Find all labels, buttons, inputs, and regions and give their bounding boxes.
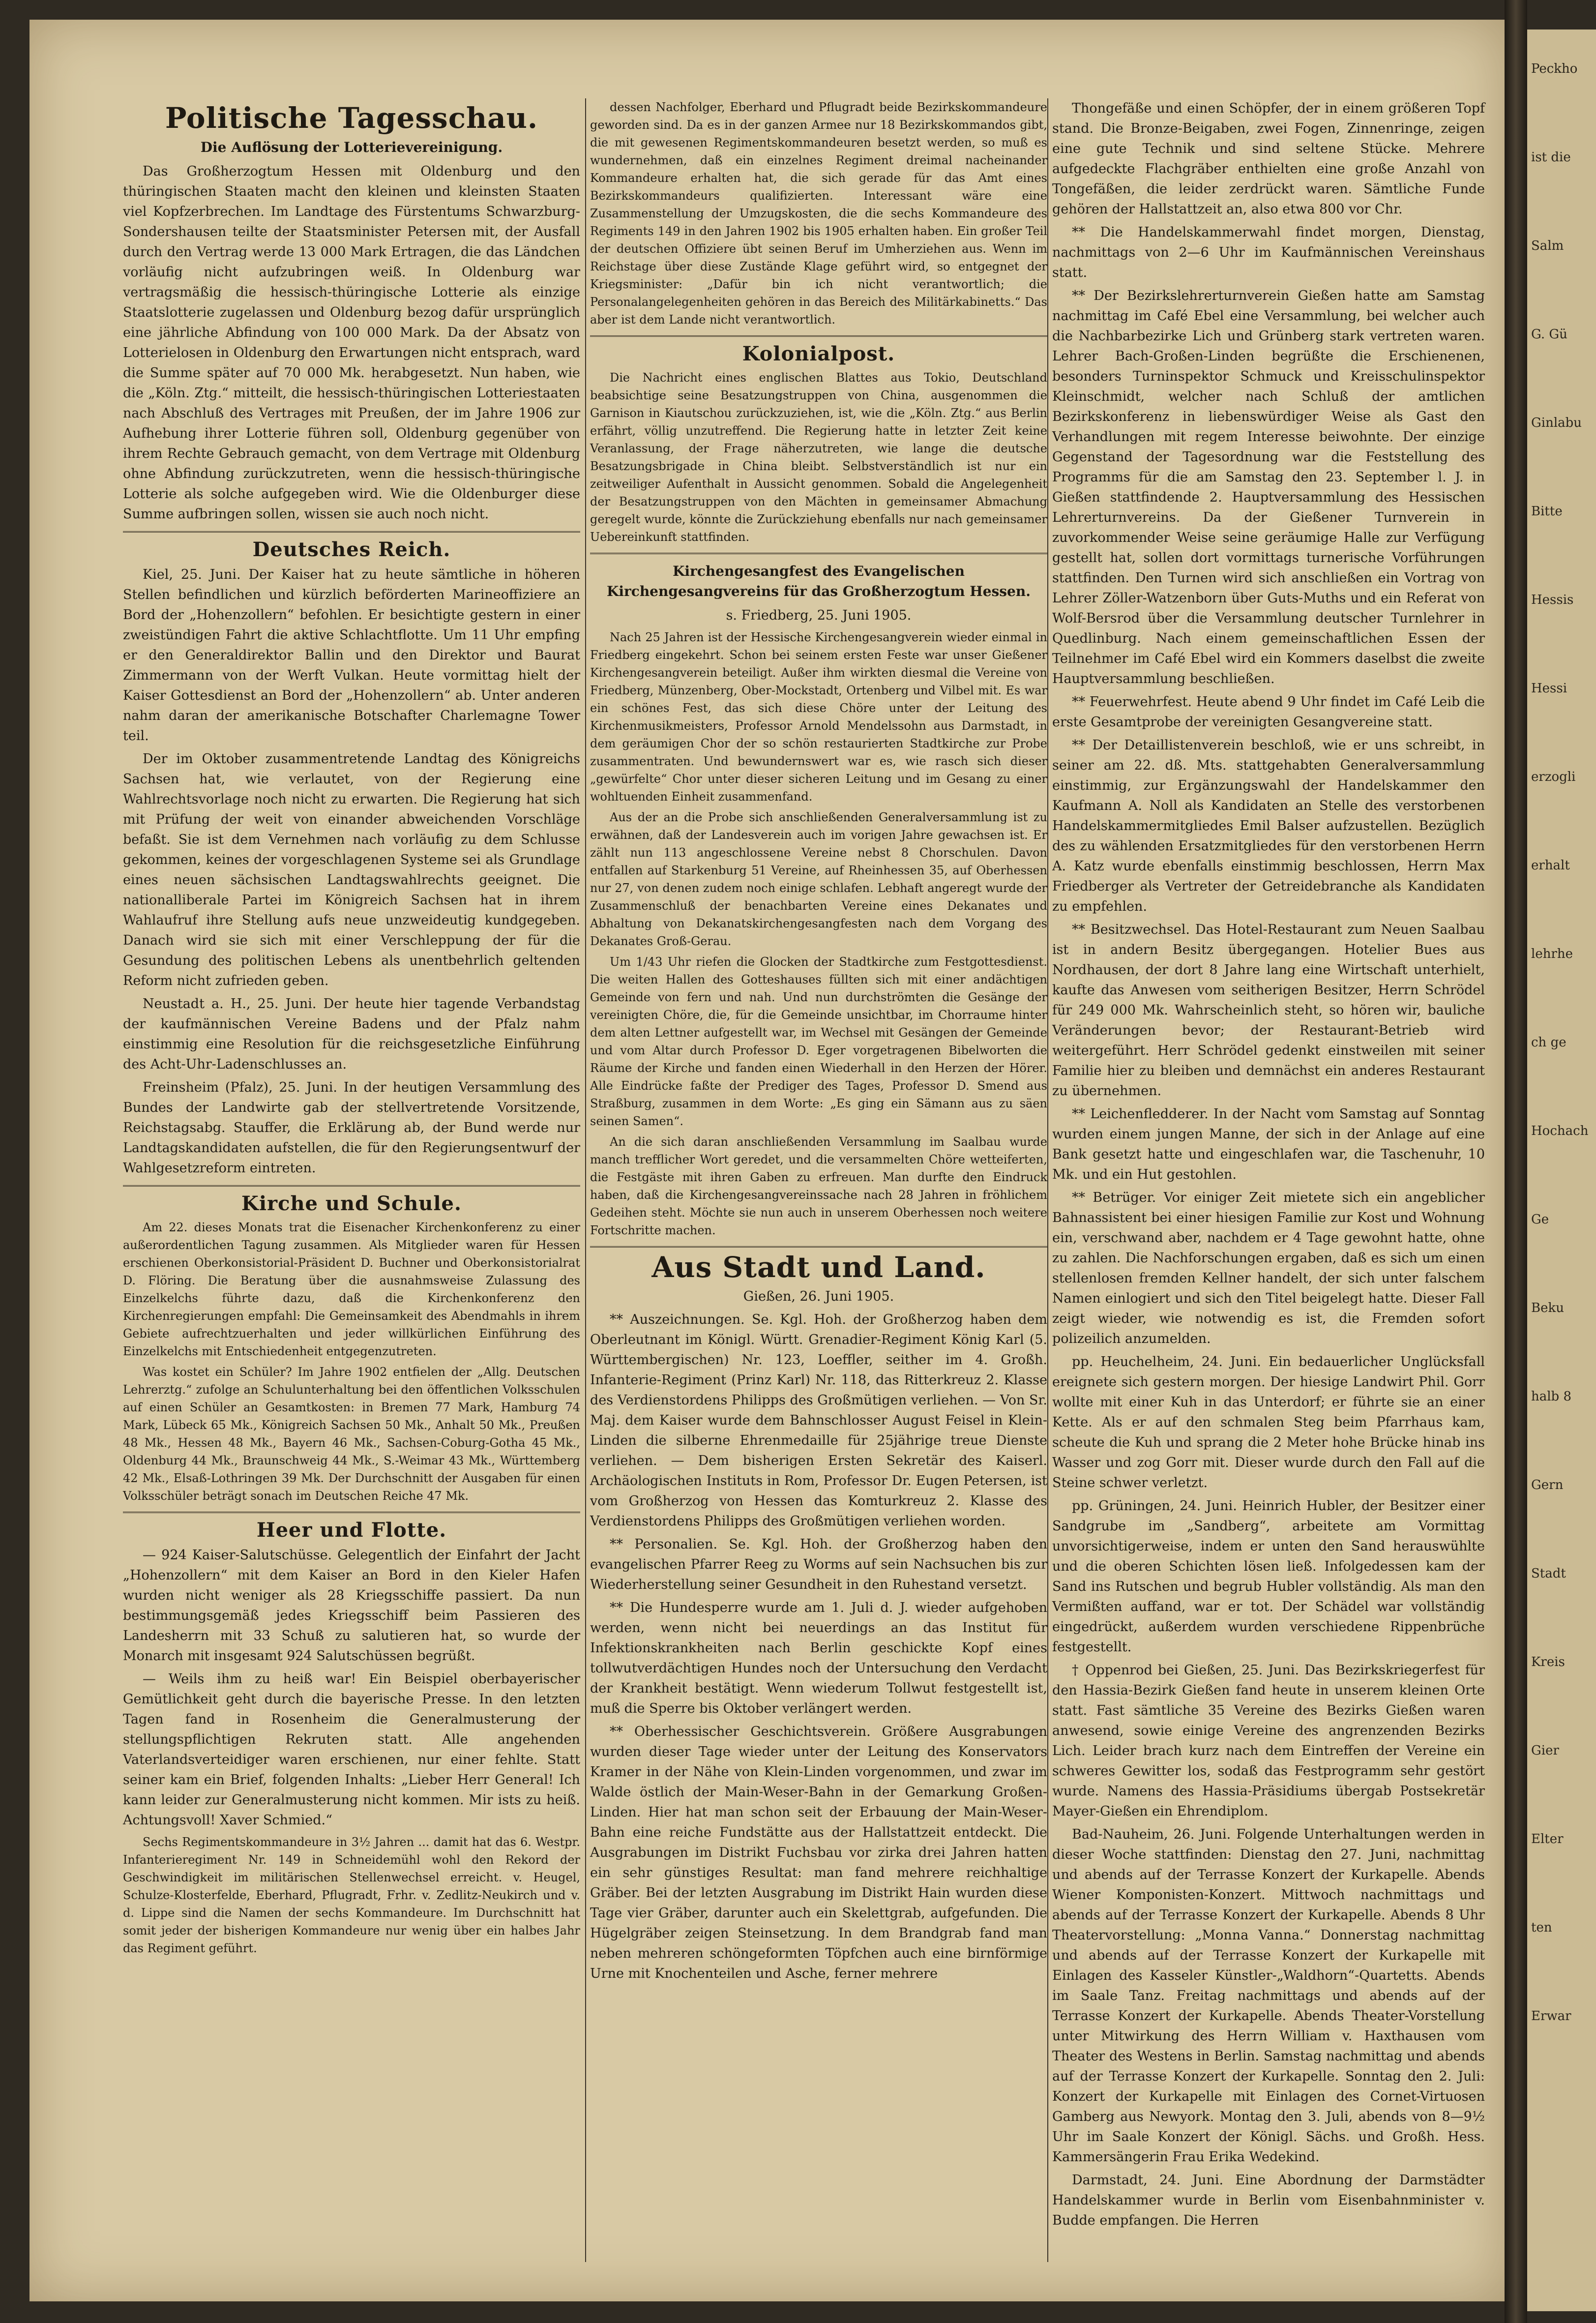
article-paragraph: ** Auszeichnungen. Se. Kgl. Hoh. der Großherzog haben dem Oberleutnant im Königl. Württ. Grenadier-Regiment König Karl (5. Württembergischen) Nr. 123, Loeffler, seither im 4. Großh. Infanterie-Regiment (Prinz Karl) Nr. 118, das Ritterkreuz 2. Klasse des Verdienstordens Philipps des Großmütigen verliehen. — Von Sr. Maj. dem Kaiser wurde dem Bahnschlosser August Feisel in Klein-Linden die silberne Ehrenmedaille für 25jährige treue Dienste verliehen. — Dem bisherigen Ersten Sekretär des Kaiserl. Archäologischen Instituts in Rom, Professor Dr. Eugen Petersen, ist vom Großherzog von Hessen das Komturkreuz 2. Klasse des Verdienstordens Philipps des Großmütigen verliehen worden. bbox=[590, 1312, 1047, 1529]
adjacent-page-fragment: Ginlabu bbox=[1531, 416, 1582, 430]
section-title-heer-und-flotte: Heer und Flotte. bbox=[256, 1519, 447, 1542]
adjacent-page-fragment: Kreis bbox=[1531, 1655, 1565, 1669]
article-paragraph: Neustadt a. H., 25. Juni. Der heute hier tagende Verbandstag der kaufmännischen Vereine Badens und der Pfalz nahm einstimmig eine Resolution für die reichsgesetzliche Einführung des Acht-Uhr-Ladenschlusses an. bbox=[123, 996, 580, 1072]
column-1 bbox=[123, 98, 580, 1960]
adjacent-page-fragment: G. Gü bbox=[1531, 327, 1567, 342]
article-paragraph: ** Leichenfledderer. In der Nacht vom Samstag auf Sonntag wurden einem jungen Manne, der sich in der Anlage auf eine Bank gesetzt hatte und eingeschlafen war, die Taschenuhr, 10 Mk. und ein Hut gestohlen. bbox=[1052, 1106, 1485, 1182]
book-spine bbox=[1505, 0, 1527, 2323]
adjacent-page-fragment: erzogli bbox=[1531, 770, 1576, 784]
article-paragraph: Darmstadt, 24. Juni. Eine Abordnung der Darmstädter Handelskammer wurde in Berlin vom Eisenbahnminister v. Budde empfangen. Die Herren bbox=[1052, 2173, 1485, 2228]
article-paragraph: ** Der Bezirkslehrerturnverein Gießen hatte am Samstag nachmittag im Café Ebel eine Versammlung, bei welcher auch die Nachbarbezirke Lich und Grünberg stark vertreten waren. Lehrer Bach-Großen-Linden begrüßte die Erschienenen, besonders Turninspektor Schmuck und Kreisschulinspektor Kleinschmidt, welcher nach Schluß der amtlichen Bezirkskonferenz in liebenswürdiger Weise als Gast den Verhandlungen mit regem Interesse beiwohnte. Der einzige Gegenstand der Tagesordnung war die Feststellung des Programms für die am Samstag den 23. September l. J. in Gießen stattfindende 2. Hauptversammlung des Hessischen Lehrerturnvereins. Da der Gießener Turnverein in zuvorkommender Weise seine geräumige Halle zur Verfügung gestellt hat, sollen dort vormittags turnerische Vorführungen stattfinden. Den Turnen wird sich anschließen ein Vortrag von Lehrer Zöller-Watzenborn über Guts-Muths und ein Referat von Wolf-Bersrod über die Versammlung deutscher Turnlehrer in Quedlinburg. Nach einem gemeinschaftlichen Essen der Teilnehmer im Café Ebel wird ein Kommers daselbst die zweite Hauptversammlung beschließen. bbox=[1052, 288, 1485, 686]
article-paragraph: Am 22. dieses Monats trat die Eisenacher Kirchenkonferenz zu einer außerordentlichen Tagung zusammen. Als Mitglieder waren für Hessen erschienen Oberkonsistorial-Präsident D. Buchner und Oberkonsistorialrat D. Flöring. Die Beratung über die ausnahmsweise Zulassung des Einzelkelchs führte dazu, daß die Kirchenkonferenz den Kirchenregierungen empfahl: Die Gemeinsamkeit des Abendmahls in ihrem Gebiete aufrechtzuerhalten und jeder willkürlichen Einführung des Einzelkelchs mit Entschiedenheit entgegenzutreten. bbox=[123, 1221, 580, 1358]
adjacent-page-fragment: halb 8 bbox=[1531, 1389, 1572, 1404]
adjacent-page-fragment: Hochach bbox=[1531, 1124, 1589, 1138]
section-divider bbox=[590, 335, 1047, 337]
article-paragraph: Die Nachricht eines englischen Blattes aus Tokio, Deutschland beabsichtige seine Besatzungstruppen von China, ausgenommen die Garnison in Kiautschou zurückzuziehen, ist, wie die „Köln. Ztg.“ aus Berlin erfährt, völlig unzutreffend. Die Regierung hatte in letzter Zeit keine Veranlassung, der Frage näherzutreten, wie lange die deutsche Besatzungsbrigade in China bleibt. Selbstverständlich ist nur ein zeitweiliger Aufenthalt in Aussicht genommen. Sobald die Angelegenheit der Besatzungstruppen von den Mächten in gemeinsamer Abmachung geregelt wurde, könnte die Zurückziehung ebenfalls nur nach gemeinsamer Uebereinkunft stattfinden. bbox=[590, 371, 1047, 544]
section-title-kirche-und-schule: Kirche und Schule. bbox=[241, 1192, 462, 1215]
column-2 bbox=[590, 98, 1047, 1987]
adjacent-page-fragment: Bitte bbox=[1531, 504, 1563, 519]
section-divider bbox=[123, 531, 580, 533]
section-divider bbox=[123, 1185, 580, 1187]
article-paragraph: An die sich daran anschließenden Versammlung im Saalbau wurde manch trefflicher Wort geredet, und die versammelten Chöre wetteiferten, die Festgäste mit ihren Gaben zu erfreuen. Man durfte den Eindruck haben, daß die Kirchengesangvereinssache nach 28 Jahren in fröhlichem Gedeihen steht. Möchte sie nun auch in unserem Oberhessen noch weitere Fortschritte machen. bbox=[590, 1135, 1047, 1237]
adjacent-page-fragment: Peckho bbox=[1531, 61, 1578, 76]
adjacent-page-fragment: Gier bbox=[1531, 1743, 1559, 1758]
adjacent-page-fragment: Gern bbox=[1531, 1478, 1564, 1492]
adjacent-page-fragment: Stadt bbox=[1531, 1566, 1566, 1581]
adjacent-page-fragment: Beku bbox=[1531, 1301, 1564, 1315]
article-paragraph: ** Personalien. Se. Kgl. Hoh. der Großherzog haben den evangelischen Pfarrer Reeg zu Worms auf sein Nachsuchen bis zur Wiederherstellung seiner Gesundheit in den Ruhestand versetzt. bbox=[590, 1537, 1047, 1592]
section-divider bbox=[123, 1512, 580, 1513]
article-paragraph: dessen Nachfolger, Eberhard und Pflugradt beide Bezirkskommandeure geworden sind. Da es in der ganzen Armee nur 18 Bezirkskommandos gibt, die mit gewesenen Regimentskommandeuren besetzt werden, so muß es wundernehmen, daß ein einzelnes Regiment dreimal nacheinander Kommandeure erhalten hat, die sich gerade für das Amt eines Bezirkskommandeurs qualifizierten. Interessant wäre eine Zusammenstellung der Umzugskosten, die die sechs Kommandeure des Regiments 149 in den Jahren 1902 bis 1905 erhalten haben. Ein großer Teil der deutschen Offiziere übt seinen Beruf im Umherziehen aus. Wenn im Reichstage über diese Zustände Klage geführt wird, so entgegnet der Kriegsminister: „Dafür bin ich nicht verantwortlich; die Personalangelegenheiten gehören in das Bereich des Militärkabinetts.“ Das aber ist dem Lande nicht verantwortlich. bbox=[590, 100, 1047, 327]
article-paragraph: pp. Grüningen, 24. Juni. Heinrich Hubler, der Besitzer einer Sandgrube im „Sandberg“, arbeitete am Vormittag unvorsichtigerweise, indem er unten den Sand herauswühlte und die oberen Schichten lösen ließ. Infolgedessen kam der Sand ins Rutschen und begrub Hubler vollständig. Als man den Vermißten auffand, war er tot. Der Schädel war vollständig eingedrückt, außerdem wurden verschiedene Rippenbrüche festgestellt. bbox=[1052, 1498, 1485, 1655]
section-title-deutsches-reich: Deutsches Reich. bbox=[252, 538, 451, 561]
article-paragraph: Bad-Nauheim, 26. Juni. Folgende Unterhaltungen werden in dieser Woche stattfinden: Dienstag den 27. Juni, nachmittag und abends auf der Terrasse Konzert der Kurkapelle. Abends Wiener Komponisten-Konzert. Mittwoch nachmittags und abends auf der Terrasse Konzert der Kurkapelle. Abends 8 Uhr Theatervorstellung: „Monna Vanna.“ Donnerstag nachmittag und abends auf der Terrasse Konzert der Kurkapelle mit Einlagen des Kasseler Künstler-„Waldhorn“-Quartetts. Abends im Saale Tanz. Freitag nachmittags und abends auf der Terrasse Konzert der Kurkapelle. Abends Theater-Vorstellung unter Mitwirkung des Herrn William v. Haxthausen vom Theater des Westens in Berlin. Samstag nachmittag und abends auf der Terrasse Konzert der Kurkapelle. Sonntag den 2. Juli: Konzert der Kurkapelle mit Einlagen des Cornet-Virtuosen Gamberg aus Newyork. Montag den 3. Juli, abends von 8—9½ Uhr im Saale Konzert der Königl. Sächs. und Großh. Hess. Kammersängerin Frau Erika Wedekind. bbox=[1052, 1827, 1485, 2165]
adjacent-page-fragment: Elter bbox=[1531, 1832, 1564, 1846]
adjacent-page-fragment: Ge bbox=[1531, 1212, 1549, 1227]
section-title-kolonialpost: Kolonialpost. bbox=[742, 342, 895, 365]
column-rule bbox=[585, 98, 586, 2262]
section-divider bbox=[590, 1246, 1047, 1248]
article-paragraph: † Oppenrod bei Gießen, 25. Juni. Das Bezirkskriegerfest für den Hassia-Bezirk Gießen fand heute in unserem kleinen Orte statt. Fast sämtliche 35 Vereine des Bezirks Gießen waren anwesend, sowie einige Vereine des angrenzenden Bezirks Lich. Leider brach kurz nach dem Eintreffen der Vereine ein schweres Gewitter los, sodaß das Festprogramm sehr gestört wurde. Namens des Hassia-Präsidiums übergab Postsekretär Mayer-Gießen ein Ehrendiplom. bbox=[1052, 1663, 1485, 1819]
article-paragraph: Nach 25 Jahren ist der Hessische Kirchengesangverein wieder einmal in Friedberg eingekehrt. Schon bei seinem ersten Feste war unser Gießener Kirchengesangverein beteiligt. Außer ihm wirkten diesmal die Vereine von Friedberg, Münzenberg, Ober-Mockstadt, Ortenberg und Vilbel mit. Es war ein schönes Fest, das sich diese Chöre unter der Leitung des Kirchenmusikmeisters, Professor Arnold Mendelssohn aus Darmstadt, in dem geräumigen Chor der so schön restaurierten Stadtkirche zur Probe zusammentraten. Und bewundernswert war es, wie rasch sich dieser „gewürfelte“ Chor unter dieser sicheren Leitung und im Gesang zu einer wohltuenden Einheit zusammenfand. bbox=[590, 630, 1047, 804]
article-dateline: Gießen, 26. Juni 1905. bbox=[743, 1289, 894, 1304]
article-paragraph: Aus der an die Probe sich anschließenden Generalversammlung ist zu erwähnen, daß der Landesverein auch im vorigen Jahre gewachsen ist. Er zählt nun 113 angeschlossene Vereine nebst 8 Chorschulen. Davon entfallen auf Starkenburg 51 Vereine, auf Rheinhessen 35, auf Oberhessen nur 27, von denen zudem noch einige schlafen. Lebhaft angeregt wurde der Zusammenschluß der benachbarten Vereine eines Dekanates und Abhaltung von Dekanatskirchengesangfesten nach dem Vorgang des Dekanates Groß-Gerau. bbox=[590, 810, 1047, 948]
article-paragraph: ** Die Hundesperre wurde am 1. Juli d. J. wieder aufgehoben werden, wenn nicht bei neuerdings an das Institut für Infektionskrankheiten nach Berlin geschickte Kopf eines tollwutverdächtigen Hundes noch der Untersuchung den Verdacht der Krankheit bestätigt. Wenn wiederum Tollwut festgestellt ist, muß die Sperre bis Oktober verlängert werden. bbox=[590, 1600, 1047, 1716]
article-paragraph: ** Feuerwehrfest. Heute abend 9 Uhr findet im Café Leib die erste Gesamtprobe der vereinigten Gesangvereine statt. bbox=[1052, 694, 1485, 730]
adjacent-page-fragment: ch ge bbox=[1531, 1035, 1566, 1050]
article-headline-kirchengesangfest: Kirchengesangfest des Evangelischen Kirchengesangvereins für das Großherzogtum Hessen. bbox=[607, 563, 1031, 599]
adjacent-page-fragment: Hessi bbox=[1531, 681, 1567, 696]
article-paragraph: ** Oberhessischer Geschichtsverein. Größere Ausgrabungen wurden dieser Tage wieder unter der Leitung des Konservators Kramer in der Nähe von Klein-Linden vorgenommen, und zwar im Walde östlich der Main-Weser-Bahn in der Gemarkung Großen-Linden. Hier hat man schon seit der Erbauung der Main-Weser-Bahn eine reiche Fundstätte aus der Hallstattzeit entdeckt. Die Ausgrabungen im Distrikt Fuchsbau vor zirka drei Jahren hatten ein sehr günstiges Resultat: man fand mehrere reichhaltige Gräber. Bei der letzten Ausgrabung im Distrikt Hain wurden diese Tage vier Gräber, darunter auch ein Skelettgrab, aufgefunden. Die Hügelgräber zeigen Steinsetzung. In dem Brandgrab fand man neben mehreren schöngeformten Töpfchen auch eine birnförmige Urne mit Knochenteilen und Asche, ferner mehrere bbox=[590, 1724, 1047, 1981]
article-paragraph: Um 1/43 Uhr riefen die Glocken der Stadtkirche zum Festgottesdienst. Die weiten Hallen des Gotteshauses füllten sich mit einer andächtigen Gemeinde von fern und nah. Und nun durchströmten die Gesänge der vereinigten Chöre, die, für die Gemeinde unsichtbar, im Chorraume hinter dem alten Lettner aufgestellt war, im Wechsel mit Gesängen der Gemeinde und vom Altar durch Professor D. Eger vorgetragenen Bibelworten die Räume der Kirche und fanden einen Wiederhall in den Herzen der Hörer. Alle Eindrücke faßte der Prediger des Tages, Professor D. Smend aus Straßburg, zusammen in dem Worte: „Es ging ein Sämann aus zu säen seinen Samen“. bbox=[590, 955, 1047, 1128]
article-paragraph: — 924 Kaiser-Salutschüsse. Gelegentlich der Einfahrt der Jacht „Hohenzollern“ mit dem Kaiser an Bord in den Kieler Hafen wurden nicht weniger als 28 Kriegsschiffe passiert. Da nun bestimmungsgemäß jedes Kriegsschiff beim Passieren des Landesherrn mit 33 Schuß zu salutieren hat, so wurde der Monarch mit insgesamt 924 Salutschüssen begrüßt. bbox=[123, 1548, 580, 1664]
section-title-aus-stadt-und-land: Aus Stadt und Land. bbox=[651, 1251, 986, 1284]
adjacent-page-fragment: Salm bbox=[1531, 238, 1564, 253]
adjacent-page-fragment: ist die bbox=[1531, 150, 1571, 165]
article-paragraph: ** Die Handelskammerwahl findet morgen, Dienstag, nachmittags von 2—6 Uhr im Kaufmännischen Vereinshaus statt. bbox=[1052, 225, 1485, 280]
article-paragraph: Sechs Regimentskommandeure in 3½ Jahren ... damit hat das 6. Westpr. Infanterieregiment Nr. 149 in Schneidemühl wohl den Rekord der Geschwindigkeit im militärischen Stellenwechsel erreicht. v. Heugel, Schulze-Klosterfelde, Eberhard, Pflugradt, Frhr. v. Zedlitz-Neukirch und v. d. Lippe sind die Namen der sechs Kommandeure. Im Durchschnitt hat somit jeder der bisherigen Kommandeure nur wenig über ein halbes Jahr das Regiment geführt. bbox=[123, 1835, 580, 1955]
column-3 bbox=[1052, 98, 1485, 2234]
section-divider bbox=[590, 553, 1047, 554]
article-paragraph: Kiel, 25. Juni. Der Kaiser hat zu heute sämtliche in höheren Stellen befindlichen und kürzlich beförderten Marineoffiziere an Bord der „Hohenzollern“ befohlen. Er besichtigte gestern in einer zweistündigen Fahrt die aktive Schlachtflotte. Um 11 Uhr empfing er den Generaldirektor Ballin und den Direktor und Baurat Zimmermann von der Werft Vulkan. Heute vormittag hielt der Kaiser Gottesdienst an Bord der „Hohenzollern“ ab. Unter anderen nahm daran der amerikanische Botschafter Charlemagne Tower teil. bbox=[123, 567, 580, 744]
article-paragraph: — Weils ihm zu heiß war! Ein Beispiel oberbayerischer Gemütlichkeit geht durch die bayerische Presse. In den letzten Tagen fand in Rosenheim die Generalmusterung der stellungspflichtigen Rekruten statt. Alle angehenden Vaterlandsverteidiger waren erschienen, nur einer fehlte. Statt seiner kam ein Brief, folgenden Inhalts: „Lieber Herr General! Ich kann leider zur Generalmusterung nicht kommen. Mir ists zu heiß. Achtungsvoll! Xaver Schmied.“ bbox=[123, 1671, 580, 1828]
article-paragraph: Das Großherzogtum Hessen mit Oldenburg und den thüringischen Staaten macht den kleinen und kleinsten Staaten viel Kopfzerbrechen. Im Landtage des Fürstentums Schwarzburg-Sondershausen teilte der Staatsminister Petersen mit, der Ausfall durch den Vertrag werde 13 000 Mark Ertragen, die das Ländchen vorläufig nicht aufzubringen weiß. In Oldenburg war vertragsmäßig die hessisch-thüringische Lotterie als einzige Staatslotterie zugelassen und Oldenburg bezog dafür ursprünglich eine jährliche Abfindung von 100 000 Mark. Da der Absatz von Lotterielosen in Oldenburg den Erwartungen nicht entsprach, ward die Summe später auf 70 000 Mk. herabgesetzt. Nun haben, wie die „Köln. Ztg.“ mitteilt, die hessisch-thüringischen Lotteriestaaten nach Abschluß des Vertrages mit Preußen, der im Jahre 1906 zur Aufhebung ihrer Lotterie führen soll, Oldenburg gegenüber von ihrem Rechte Gebrauch gemacht, von dem Vertrage mit Oldenburg ohne Abfindung zurückzutreten, wenn die hessisch-thüringische Lotterie als solche aufgegeben wird. Wie die Oldenburger diese Summe aufbringen sollen, wissen sie auch noch nicht. bbox=[123, 164, 580, 522]
article-paragraph: ** Besitzwechsel. Das Hotel-Restaurant zum Neuen Saalbau ist in andern Besitz übergegangen. Hotelier Bues aus Nordhausen, der dort 8 Jahre lang eine Wirtschaft unterhielt, kaufte das Anwesen vom seitherigen Besitzer, Herrn Schrödel für 249 000 Mk. Wahrscheinlich steht, so hören wir, bauliche Veränderungen bevor; der Restaurant-Betrieb wird weitergeführt. Herr Schrödel gedenkt einstweilen mit seiner Familie hier zu bleiben und demnächst ein anderes Restaurant zu übernehmen. bbox=[1052, 922, 1485, 1099]
column-rule bbox=[1047, 98, 1048, 2262]
adjacent-page-fragment: lehrhe bbox=[1531, 947, 1573, 961]
article-subtitle: Die Auflösung der Lotterievereinigung. bbox=[200, 139, 503, 155]
article-paragraph: Thongefäße und einen Schöpfer, der in einem größeren Topf stand. Die Bronze-Beigaben, zwei Fogen, Zinnenringe, zeigen eine gute Technik und sind seltene Stücke. Mehrere aufgedeckte Flachgräber enthielten eine große Anzahl von Tongefäßen, die leider zerdrückt waren. Sämtliche Funde gehören der Hallstattzeit an, also etwa 800 vor Chr. bbox=[1052, 101, 1485, 217]
adjacent-page-fragment: Hessis bbox=[1531, 593, 1574, 607]
adjacent-page-fragment: Erwar bbox=[1531, 2009, 1571, 2024]
adjacent-page-edge bbox=[1527, 30, 1596, 2311]
adjacent-page-fragment: erhalt bbox=[1531, 858, 1570, 873]
article-paragraph: pp. Heuchelheim, 24. Juni. Ein bedauerlicher Unglücksfall ereignete sich gestern morgen. Der hiesige Landwirt Phil. Gorr wollte mit einer Kuh in das Unterdorf; er führte sie an einer Kette. Als er auf den schmalen Steg beim Pfarrhaus kam, scheute die Kuh und sprang die 2 Meter hohe Brücke hinab ins Wasser und zog Gorr mit. Dieser wurde durch den Fall auf die Steine schwer verletzt. bbox=[1052, 1354, 1485, 1490]
article-paragraph: ** Betrüger. Vor einiger Zeit mietete sich ein angeblicher Bahnassistent bei einer hiesigen Familie zur Kost und Wohnung ein, verschwand aber, nachdem er 4 Tage gewohnt hatte, ohne zu zahlen. Die Nachforschungen ergaben, daß es sich um einen stellenlosen fremden Kellner handelt, der sich unter falschem Namen einlogiert und sich den Titel beigelegt hatte. Dieser Fall zeigt wieder, wie notwendig es ist, die Fremden sofort polizeilich anzumelden. bbox=[1052, 1190, 1485, 1346]
article-paragraph: Der im Oktober zusammentretende Landtag des Königreichs Sachsen hat, wie verlautet, von der Regierung eine Wahlrechtsvorlage noch nicht zu erwarten. Die Regierung hat sich mit Prüfung der weit von einander abweichenden Vorschläge befaßt. Sie ist dem Vernehmen nach vorläufig zu dem Schlusse gekommen, keines der vorgeschlagenen Systeme sei als Grundlage eines neuen sächsischen Landtagswahlrechts geeignet. Die nationalliberale Partei im Königreich Sachsen hat in ihrem Wahlaufruf ihre Stellung aufs neue unzweideutig kundgegeben. Danach wird sie sich mit einer Verschleppung der für die Gesundung des politischen Lebens als unentbehrlich geltenden Reform nicht zufrieden geben. bbox=[123, 751, 580, 988]
article-paragraph: Was kostet ein Schüler? Im Jahre 1902 entfielen der „Allg. Deutschen Lehrerztg.“ zufolge an Schulunterhaltung bei den öffentlichen Volksschulen auf einen Schüler an Gesamtkosten: in Bremen 77 Mark, Hamburg 74 Mark, Lübeck 65 Mk., Königreich Sachsen 50 Mk., Anhalt 50 Mk., Preußen 48 Mk., Hessen 48 Mk., Bayern 46 Mk., Sachsen-Coburg-Gotha 45 Mk., Oldenburg 44 Mk., Braunschweig 44 Mk., S.-Weimar 43 Mk., Württemberg 42 Mk., Elsaß-Lothringen 39 Mk. Der Durchschnitt der Ausgaben für einen Volksschüler beträgt sonach im Deutschen Reiche 47 Mk. bbox=[123, 1365, 580, 1503]
article-dateline: s. Friedberg, 25. Juni 1905. bbox=[726, 608, 912, 623]
article-paragraph: ** Der Detaillistenverein beschloß, wie er uns schreibt, in seiner am 22. dß. Mts. stattgehabten Generalversammlung einstimmig, zur Ergänzungswahl der Handelskammer den Kaufmann A. Noll als Kandidaten an Stelle des verstorbenen Handelskammermitgliedes Emil Balser aufzustellen. Bezüglich des zu wählenden Ersatzmitgliedes für den verstorbenen Herrn A. Katz wurde ebenfalls einstimmig beschlossen, Herrn Max Friedberger als Vertreter der Getreidebranche als Kandidaten zu empfehlen. bbox=[1052, 738, 1485, 914]
section-title-politische-tagesschau: Politische Tagesschau. bbox=[165, 101, 538, 135]
adjacent-page-fragment: ten bbox=[1531, 1920, 1552, 1935]
article-paragraph: Freinsheim (Pfalz), 25. Juni. In der heutigen Versammlung des Bundes der Landwirte gab der stellvertretende Vorsitzende, Reichstagsabg. Stauffer, die Erklärung ab, der Bund werde nur Landtagskandidaten aufstellen, die für den Regierungsentwurf der Wahlgesetzreform eintreten. bbox=[123, 1080, 580, 1176]
